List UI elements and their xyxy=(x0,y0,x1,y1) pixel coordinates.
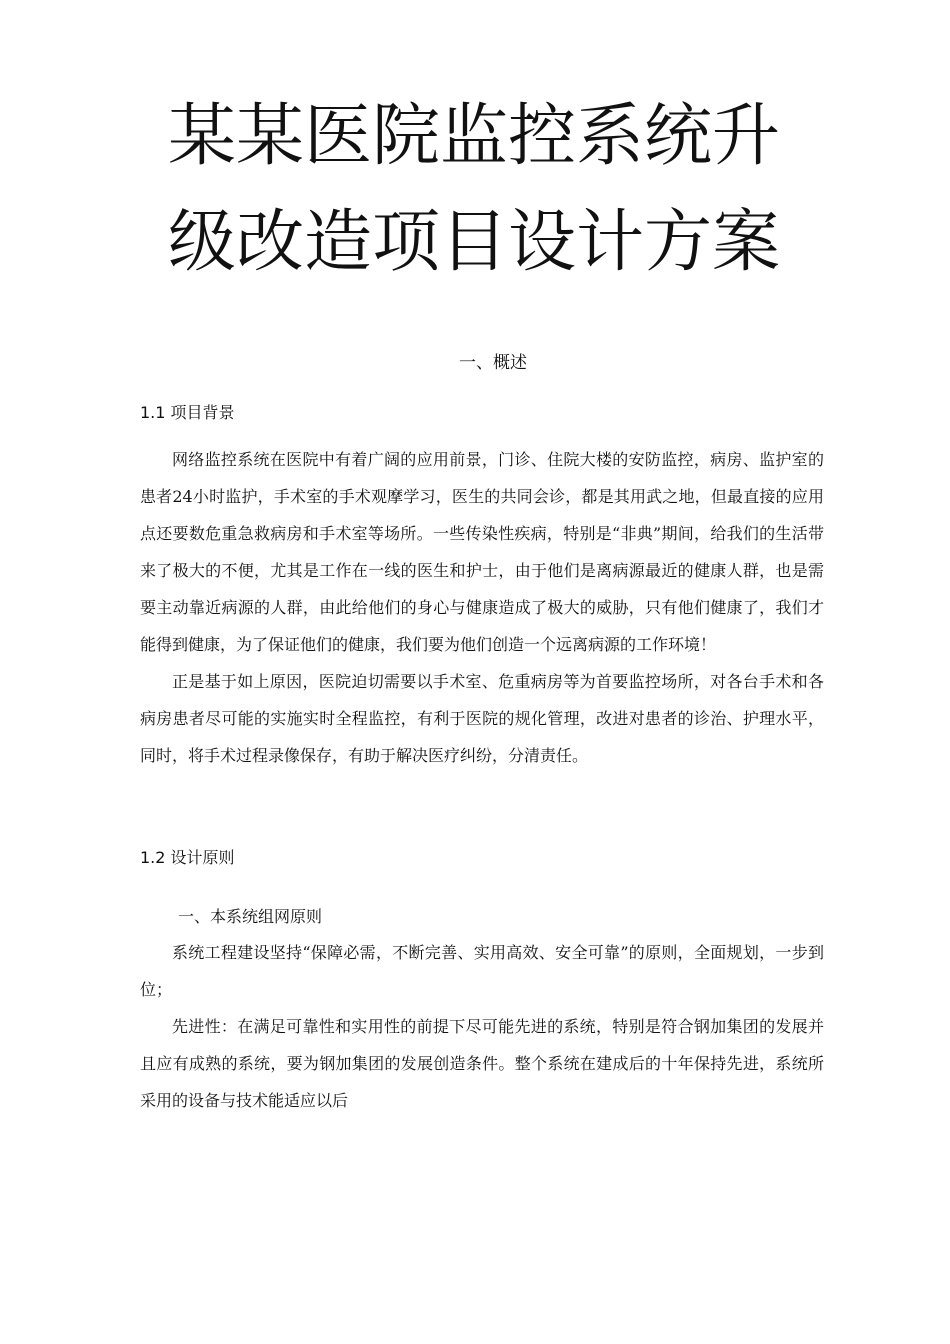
paragraph: 正是基于如上原因，医院迫切需要以手术室、危重病房等为首要监控场所，对各台手术和各病房患者尽可能的实施实时全程监控，有利于医院的规化管理，改进对患者的诊治、护理水平，同时，将手术过程录像保存，有助于解决医疗纠纷，分清责任。 xyxy=(140,672,824,765)
subitem-networking-principle: 一、本系统组网原则 xyxy=(178,907,323,926)
document-title-line-2: 级改造项目设计方案 xyxy=(168,203,781,282)
project-background-body xyxy=(140,441,824,774)
document-title xyxy=(168,84,788,296)
subheading-project-background: 1.1 项目背景 xyxy=(140,403,235,422)
paragraph: 先进性：在满足可靠性和实用性的前提下尽可能先进的系统，特别是符合钢加集团的发展并且应有成熟的系统，要为钢加集团的发展创造条件。整个系统在建成后的十年保持先进，系统所采用的设备与技术能适应以后 xyxy=(140,1017,824,1110)
subheading-design-principles: 1.2 设计原则 xyxy=(140,848,235,867)
paragraph: 网络监控系统在医院中有着广阔的应用前景，门诊、住院大楼的安防监控，病房、监护室的患者24小时监护，手术室的手术观摩学习，医生的共同会诊，都是其用武之地，但最直接的应用点还要数危重急救病房和手术室等场所。一些传染性疾病，特别是“非典”期间，给我们的生活带来了极大的不便，尤其是工作在一线的医生和护士，由于他们是离病源最近的健康人群，也是需要主动靠近病源的人群，由此给他们的身心与健康造成了极大的威胁，只有他们健康了，我们才能得到健康，为了保证他们的健康，我们要为他们创造一个远离病源的工作环境！ xyxy=(140,450,824,654)
paragraph: 系统工程建设坚持“保障必需，不断完善、实用高效、安全可靠”的原则，全面规划，一步到位； xyxy=(140,943,824,999)
design-principles-body xyxy=(140,934,824,1119)
section-heading-overview: 一、概述 xyxy=(459,353,527,373)
document-title-line-1: 某某医院监控系统升 xyxy=(168,97,781,176)
